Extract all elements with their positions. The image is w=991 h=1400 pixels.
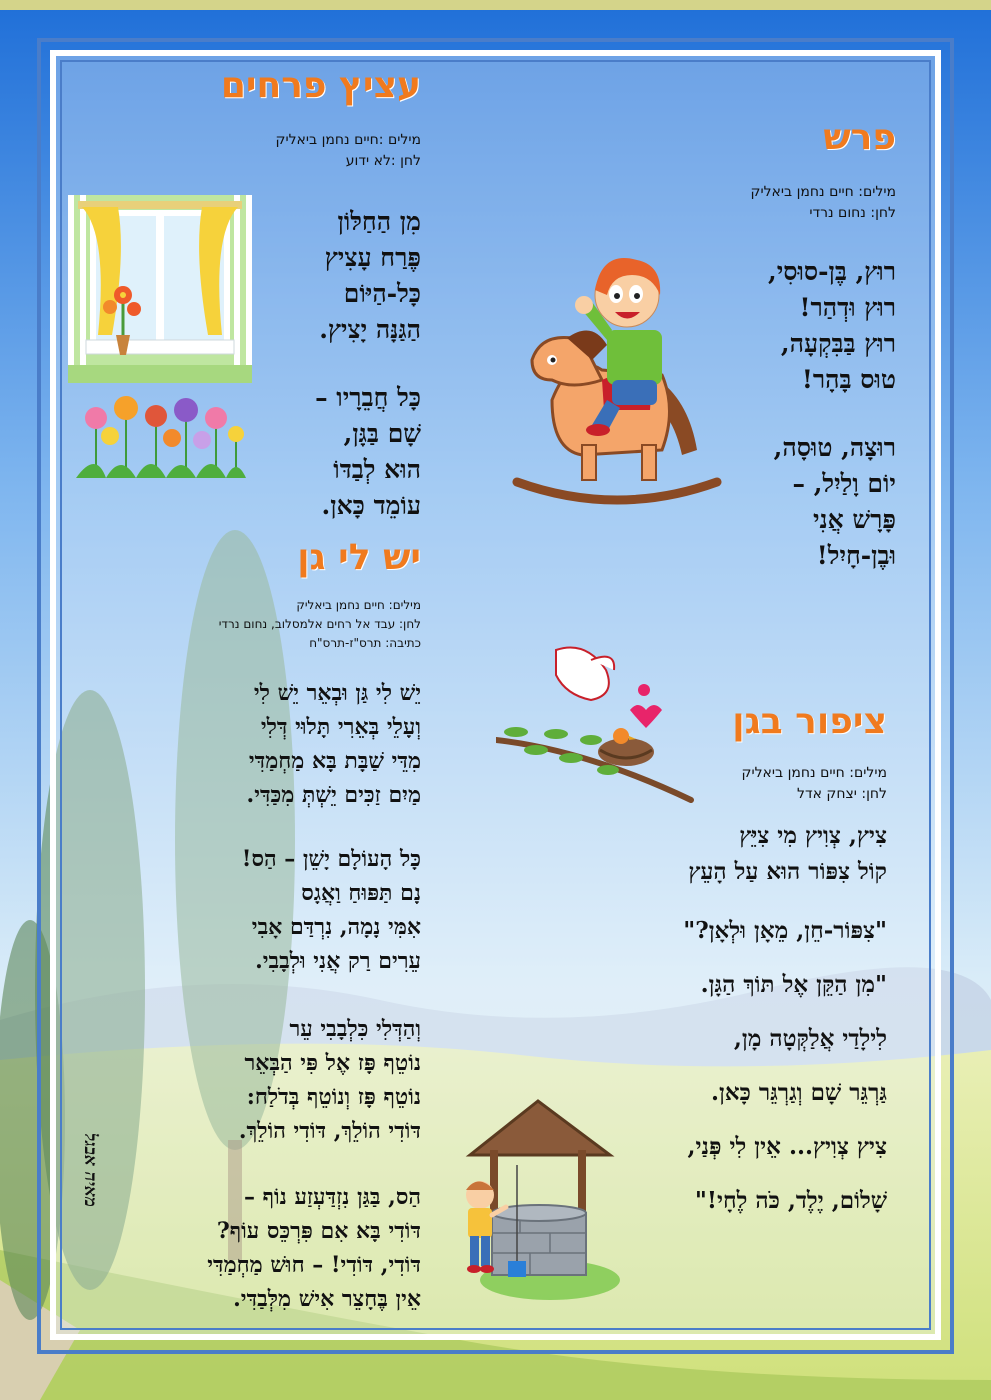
poem-title: ציפור בגן — [732, 701, 887, 742]
credit-lyrics: מילים: חיים נחמן ביאליק — [741, 765, 887, 781]
flowers-illustration — [76, 390, 246, 478]
poem-title: פרש — [823, 117, 896, 158]
poem-line: רוּץ בַּבִּקְעָה, — [780, 329, 896, 358]
poem-line: דּוֹדִי הוֹלֵךְ, דּוֹדִי הוֹלֵךְ. — [238, 1118, 421, 1144]
poem-credits — [276, 130, 421, 172]
poem-bird — [732, 700, 887, 744]
poem-line: אִמִּי נָמָה, נִרְדַּם אָבִי — [251, 914, 421, 940]
poem-stanza — [239, 1012, 421, 1148]
poem-line: טוּס בָּהָר! — [801, 365, 896, 394]
poem-line: וְעָלֵי בְּאֵרִי תָּלוּי דְּלִי — [260, 714, 421, 740]
credit-music: לחן: נחום נרדי — [809, 205, 896, 221]
credit-written: כתיבה: תרס"ז-תרס"ח — [309, 636, 421, 650]
poem-line: שָׁלוֹם, יֶלֶד, כֹּה לֶחָי!" — [694, 1187, 887, 1214]
poem-line: יֵשׁ לִי גַּן וּבְאֵר יֵשׁ לִי — [253, 680, 421, 706]
poem-line: לִילָדַי אֲלַקְּטָה מָן, — [733, 1025, 887, 1052]
credit-music: לחן: עבד אל רחים אלמסלוב, נחום נרדי — [218, 617, 421, 631]
rocking-horse-boy-illustration — [512, 250, 722, 510]
poem-stanza — [247, 676, 421, 812]
poem-line: הוּא לְבַדּוֹ — [333, 455, 421, 484]
poem-credits — [751, 182, 896, 224]
poem-line: צִיץ, צְוִיץ מִי צִיֵּץ — [739, 822, 887, 849]
poem-line: וּבֶן-חָיִל! — [816, 541, 896, 570]
signature-text: מאיה אבגל — [80, 1133, 100, 1207]
poem-line: "צִפּוֹר-חֵן, מֵאָן וּלְאָן?" — [683, 917, 887, 944]
credit-lyrics: מילים: חיים נחמן ביאליק — [750, 184, 896, 200]
poem-lines — [683, 818, 887, 1228]
well-boy-illustration — [450, 1095, 622, 1305]
poem-line: גַּרְגֵּר שָׁם וְגַרְגֵּר כָּאן. — [711, 1079, 887, 1106]
poem-line: רוּץ וּדְהַר! — [799, 293, 896, 322]
poem-stanza — [315, 380, 421, 524]
poem-line: כָּל הָעוֹלָם יָשֵׁן – הַס! — [241, 846, 421, 872]
poem-line: "מִן הַקֵּן אֶל תּוֹךְ הַגָּן. — [700, 971, 887, 998]
poem-line: רוּץ, בֶּן-סוּסִי, — [767, 257, 896, 286]
poem-line: הַס, בַּגַּן נִזְדַּעְזַע נוֹף – — [243, 1184, 421, 1210]
poem-pony — [823, 116, 896, 160]
poem-stanza — [242, 842, 421, 978]
poem-stanza — [768, 254, 896, 398]
poem-line: נוֹטֵף פָּז אֶל פִּי הַבְּאֵר — [244, 1050, 421, 1076]
poem-title: עציץ פרחים — [220, 65, 421, 106]
window-flowerpot-illustration — [68, 195, 252, 383]
poem-line: עוֹמֵד כָּאן. — [321, 491, 421, 520]
poem-garden — [297, 536, 421, 580]
poem-line: כָּל חֲבֵרָיו – — [315, 383, 421, 412]
poem-line: דּוֹדִי בָּא אִם פִּרְכֵּס עוֹף? — [216, 1218, 421, 1244]
poem-line: מִדֵּי שַׁבָּת בָּא מַחְמַדִּי — [248, 748, 421, 774]
poem-title: יש לי גן — [297, 537, 421, 578]
poem-line: הַגַּנָּה יָצִיץ. — [319, 315, 421, 344]
poem-line: כָּל-הַיּוֹם — [343, 279, 421, 308]
credit-lyrics: מילים: חיים נחמן ביאליק — [296, 598, 421, 612]
poem-line: רוּצָה, טוּסָה, — [773, 433, 896, 462]
poem-line: יוֹם וָלַיִל, – — [792, 469, 896, 498]
poem-credits — [219, 596, 421, 653]
poem-line: שָׁם בַּגָּן, — [343, 419, 421, 448]
poem-line: מַיִם זַכִּים יֵשְׁתְּ מִכַּדִּי. — [246, 782, 421, 808]
poem-windowflower — [221, 64, 421, 108]
poem-line: מִן הַחַלּוֹן — [337, 207, 421, 236]
poem-line: נָם תַּפּוּחַ וַאֲגָס — [301, 880, 421, 906]
poem-line: וְהַדְּלִי כִּלְבָבִי עֵר — [289, 1016, 421, 1042]
poem-line: עֵרִים רַק אֲנִי וּלְבָבִי. — [255, 948, 421, 974]
poem-stanza — [774, 430, 896, 574]
poem-line: צִיץ צְוִיץ... אֵין לִי פְּנַי, — [687, 1133, 887, 1160]
poem-line: אֵין בֶּחָצֵר אִישׁ מִלְּבַדִּי. — [233, 1286, 421, 1312]
poem-line: פָּרָשׁ אֲנִי — [812, 505, 896, 534]
poem-line: קוֹל צִפּוֹר הוּא עַל הָעֵץ — [688, 858, 887, 885]
poem-line: נוֹטֵף פָּז וְנוֹטֵף בְּדֹלַח: — [246, 1084, 421, 1110]
poem-line: דּוֹדִי, דּוֹדִי! – חוּשׁ מַחְמַדִּי — [207, 1252, 421, 1278]
poem-line: פֶּרַח עָצִיץ — [324, 243, 421, 272]
poem-credits — [742, 763, 887, 805]
poem-stanza — [319, 204, 421, 348]
bird-nest-illustration — [496, 640, 696, 810]
credit-lyrics: מילים :חיים נחמן ביאליק — [275, 132, 421, 148]
signature — [25, 1133, 155, 1207]
poem-stanza — [207, 1180, 421, 1316]
credit-music: לחן: יצחק אדל — [796, 786, 887, 802]
credit-music: לחן :לא ידוע — [345, 153, 421, 169]
